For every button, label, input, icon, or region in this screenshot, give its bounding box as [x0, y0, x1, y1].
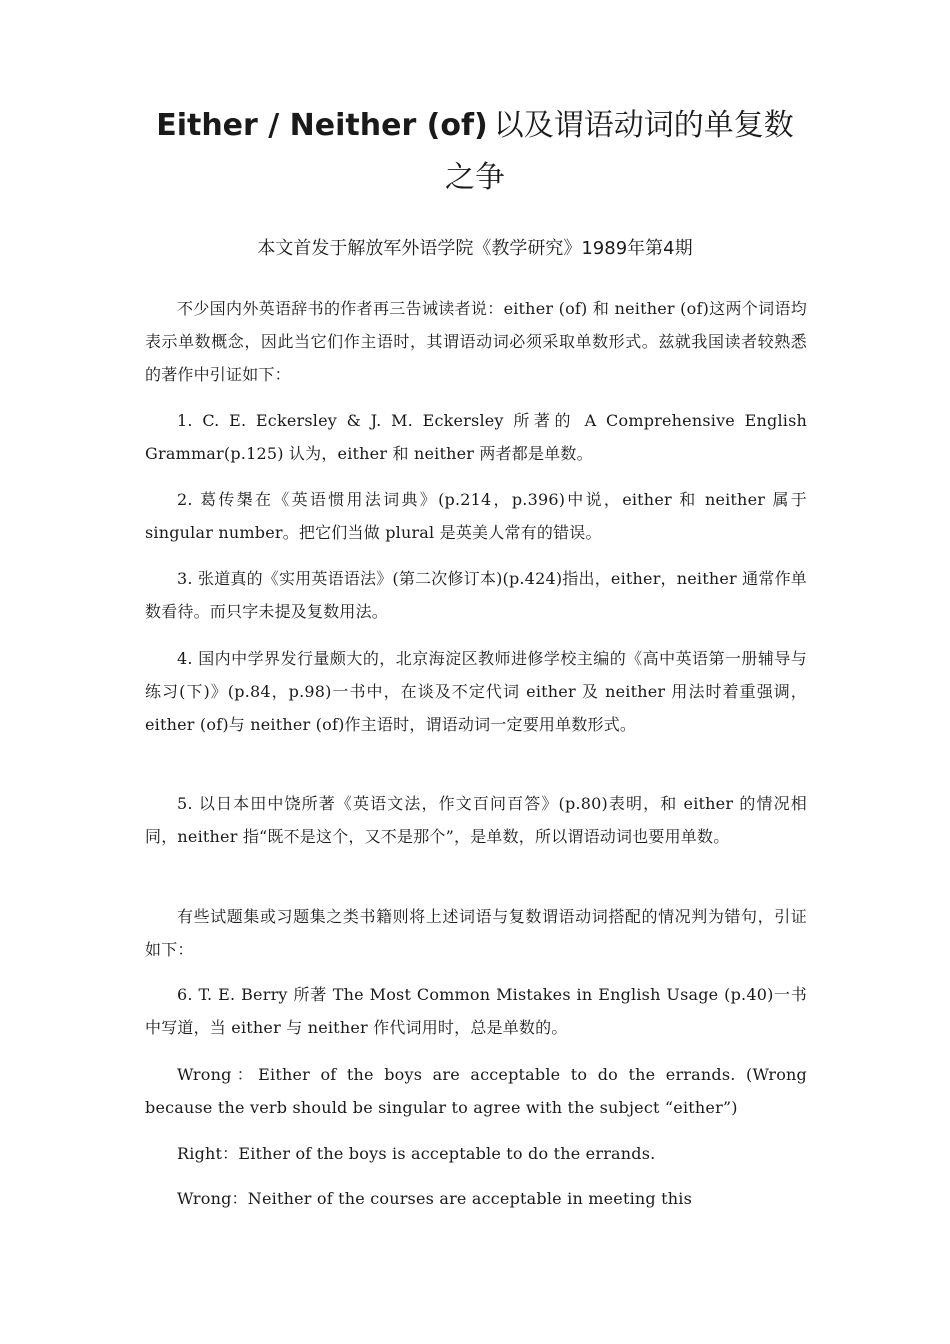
intro-paragraph: 不少国内外英语辞书的作者再三告诫读者说：either (of) 和 neither (of)这两个词语均表示单数概念，因此当它们作主语时，其谓语动词必须采取单数形式。兹就我国读者较熟悉的著作中引证如下：: [145, 299, 807, 384]
citation-2: 2. 葛传槼在《英语惯用法词典》(p.214，p.396)中说，either 和 neither 属于 singular number。把它们当做 plural 是英美人常有的错误。: [145, 490, 807, 542]
example-right-1: Right：Either of the boys is acceptable to do the errands.: [177, 1144, 656, 1163]
title-english: Either / Neither (of): [156, 108, 488, 143]
example-wrong-2: Wrong：Neither of the courses are acceptable in meeting this: [177, 1189, 692, 1208]
transition-paragraph: 有些试题集或习题集之类书籍则将上述词语与复数谓语动词搭配的情况判为错句，引证如下：: [145, 907, 807, 959]
example-wrong-1: Wrong：Either of the boys are acceptable to do the errands. (Wrong because the verb should be singular to agree with the subject “either”): [145, 1065, 807, 1117]
citation-4: 4. 国内中学界发行量颇大的，北京海淀区教师进修学校主编的《高中英语第一册辅导与练习(下)》(p.84，p.98)一书中，在谈及不定代词 either 及 neither 用法时着重强调，either (of)与 neither (of)作主语时，谓语动词一定要用单数形式。: [145, 649, 807, 734]
publication-note: 本文首发于解放军外语学院《教学研究》1989年第4期: [257, 238, 693, 259]
citation-6: 6. T. E. Berry 所著 The Most Common Mistakes in English Usage (p.40)一书中写道，当 either 与 neither 作代词用时，总是单数的。: [145, 985, 807, 1037]
citation-5: 5. 以日本田中饶所著《英语文法，作文百问百答》(p.80)表明，和 either 的情况相同，neither 指“既不是这个，又不是那个”，是单数，所以谓语动词也要用单数。: [145, 794, 807, 846]
document-title: [145, 100, 805, 204]
citation-3: 3. 张道真的《实用英语语法》(第二次修订本)(p.424)指出，either，neither 通常作单数看待。而只字未提及复数用法。: [145, 569, 807, 621]
title-chinese: 以及谓语动词的单复数之争: [445, 108, 794, 195]
citation-1: 1. C. E. Eckersley & J. M. Eckersley 所著的 A Comprehensive English Grammar(p.125) 认为，either 和 neither 两者都是单数。: [145, 411, 807, 463]
